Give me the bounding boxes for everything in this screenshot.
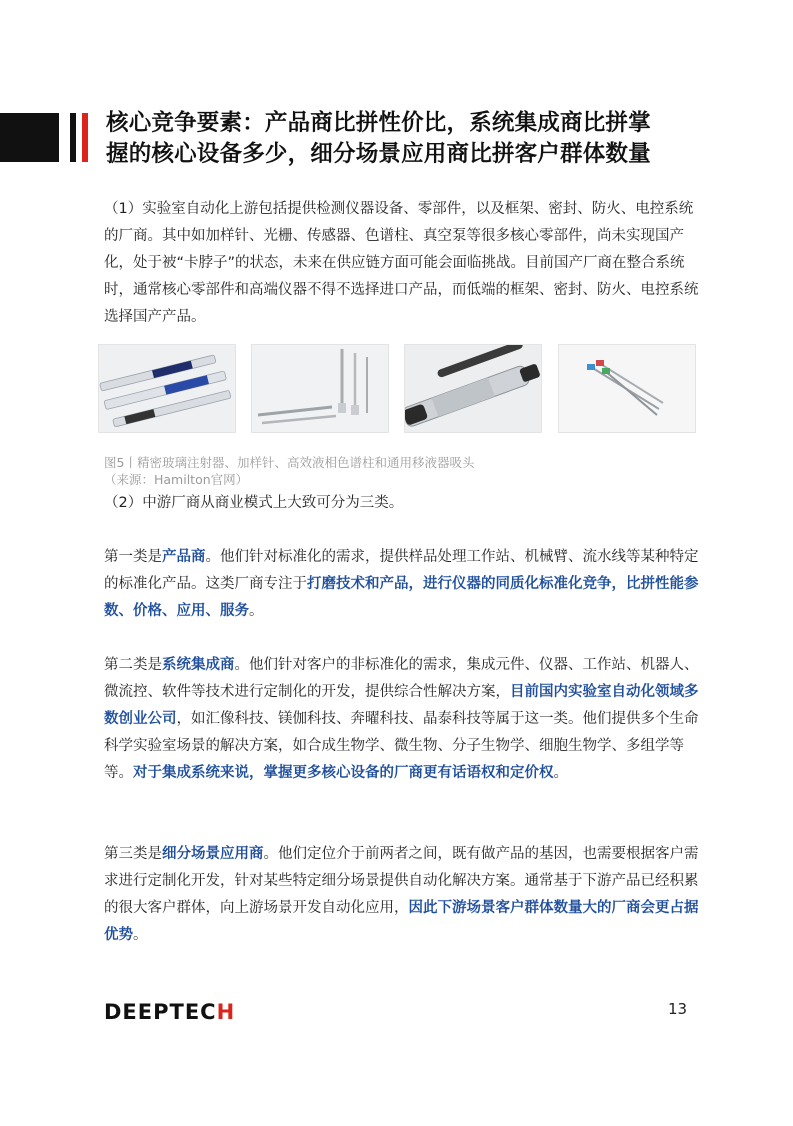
glass-syringes-image [98,344,236,433]
type3-body: 。他们定位介于前两者之间，既有做产品的基因，也需要根据客户需求进行定制化开发，针对某些特定细分场景提供自动化解决方案。通常基于下游产品已经积累的很大客户群体，向上游场景开发自动化应用， [104,846,699,916]
title-line-2: 握的核心设备多少，细分场景应用商比拼客户群体数量 [106,141,651,167]
type2-highlight-2: 对于集成系统来说，掌握更多核心设备的厂商更有话语权和定价权 [133,765,554,781]
figure-photos [98,344,696,433]
figure-caption [104,454,474,488]
paragraph-type3 [104,841,704,949]
type2-lead: 第二类是 [104,657,162,673]
figure-caption-source: （来源：Hamilton官网） [104,472,249,487]
type2-body: 。他们针对客户的非标准化的需求，集成元件、仪器、工作站、机器人、微流控、软件等技术进行定制化的开发，提供综合性解决方案， [104,657,699,700]
deeptech-logo [104,1000,235,1024]
figure-caption-title: 图5丨精密玻璃注射器、加样针、高效液相色谱柱和通用移液器吸头 [104,455,475,470]
type2-name: 系统集成商 [162,657,235,673]
title-bar-red [82,113,88,162]
corner-block [0,113,59,162]
paragraph-type2 [104,652,704,787]
paragraph-midstream: （2）中游厂商从商业模式上大致可分为三类。 [104,495,404,511]
page-number: 13 [668,1000,688,1018]
type2-highlight-1: 目前国内实验室自动化领域多数创业公司 [104,684,699,727]
page-title [106,108,726,170]
type1-highlight: 打磨技术和产品，进行仪器的同质化标准化竞争，比拼性能参数、价格、应用、服务 [104,576,699,619]
type3-end: 。 [133,927,148,943]
type2-end: 。 [553,765,568,781]
type1-end: 。 [249,603,264,619]
type3-name: 细分场景应用商 [162,846,264,862]
type1-body: 。他们针对标准化的需求，提供样品处理工作站、机械臂、流水线等某种特定的标准化产品。这类厂商专注于 [104,549,699,592]
type2-body-2: ，如汇像科技、镁伽科技、奔曜科技、晶泰科技等属于这一类。他们提供多个生命科学实验室场景的解决方案，如合成生物学、微生物、分子生物学、细胞生物学、多组学等等。 [104,711,699,781]
sampling-needles-image [251,344,389,433]
paragraph-upstream: （1）实验室自动化上游包括提供检测仪器设备、零部件，以及框架、密封、防火、电控系统的厂商。其中如加样针、光栅、传感器、色谱柱、真空泵等很多核心零部件，尚未实现国产化，处于被“卡脖子”的状态，未来在供应链方面可能会面临挑战。目前国产厂商在整合系统时，通常核心零部件和高端仪器不得不选择进口产品，而低端的框架、密封、防火、电控系统选择国产产品。 [104,201,699,325]
paragraph-type1 [104,544,704,625]
type1-lead: 第一类是 [104,549,162,565]
logo-main: DEEPTEC [104,1000,217,1024]
title-line-1: 核心竞争要素：产品商比拼性价比，系统集成商比拼掌 [106,110,651,136]
hplc-column-image [404,344,542,433]
pipette-tips-image [558,344,696,433]
title-bar-black [70,113,76,162]
type3-lead: 第三类是 [104,846,162,862]
type3-highlight: 因此下游场景客户群体数量大的厂商会更占据优势 [104,900,699,943]
type1-name: 产品商 [162,549,206,565]
logo-accent: H [216,1000,236,1024]
